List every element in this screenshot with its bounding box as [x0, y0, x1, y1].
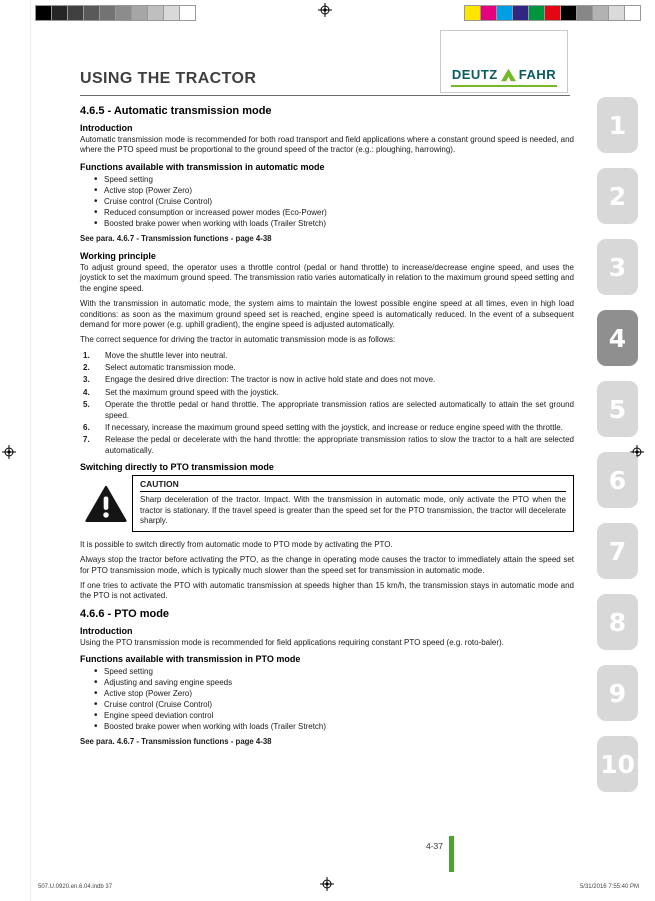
section-heading-466: 4.6.6 - PTO mode: [80, 607, 170, 620]
grayscale-swatch: [147, 5, 164, 21]
paragraph: With the transmission in automatic mode, the system aims to maintain the lowest possible engine speed at all times, even in high load conditions: as soon as the maximum ground speed set is reached, engine speed is automatically reduced. In the event of a subsequent demand for more power (e.g. uphill gradient), the engine speed is adjusted automatically.: [80, 299, 574, 329]
paragraph: To adjust ground speed, the operator uses a throttle control (pedal or hand throttle) to increase/decrease engine speed, and uses the joystick to set the maximum ground speed. The transmission ratio varies automatically in relation to the maximum ground speed setting and the engine speed.: [80, 262, 574, 293]
registration-mark-icon: [318, 3, 332, 17]
grayscale-swatch: [35, 5, 52, 21]
logo-emblem-icon: [501, 68, 516, 82]
imprint-timestamp: 5/31/2016 7:55:40 PM: [579, 884, 639, 890]
page-spine-line: [30, 0, 31, 901]
bullet-item: • Boosted brake power when working with loads (Trailer Stretch): [80, 218, 574, 229]
step-item: [80, 400, 574, 421]
color-swatch: [464, 5, 481, 21]
paragraph: Automatic transmission mode is recommended for both road transport and field applications where a constant ground speed is needed, and where the PTO speed must be proportional to the ground speed of the tractor (e.g.: ploughing, harrowing).: [80, 135, 574, 155]
registration-mark-icon: [2, 445, 16, 459]
registration-mark-icon: [320, 877, 334, 891]
color-swatch: [624, 5, 641, 21]
step-number: 5.: [83, 400, 90, 410]
section-heading-465: 4.6.5 - Automatic transmission mode: [80, 105, 272, 117]
bullet-item: • Reduced consumption or increased power modes (Eco-Power): [80, 207, 574, 218]
logo-text-deutz: DEUTZ: [451, 67, 498, 82]
bullet-item: • Speed setting: [80, 174, 574, 185]
step-text: Engage the desired drive direction: The tractor is now in active hold state and does not move.: [105, 375, 436, 385]
bullet-item: • Cruise control (Cruise Control): [80, 196, 574, 207]
caution-body: [132, 475, 574, 532]
deutz-fahr-logo: [440, 30, 568, 93]
chapter-tab-1: 1: [597, 97, 638, 153]
chapter-tab-10: 10: [597, 736, 638, 792]
step-number: 3.: [83, 375, 90, 385]
logo-underline: [451, 85, 557, 87]
step-text: Set the maximum ground speed with the joystick.: [105, 387, 279, 397]
page-number: 4-37: [425, 841, 443, 851]
color-swatch: [608, 5, 625, 21]
warning-icon: [85, 485, 127, 523]
bullet-item: • Speed setting: [80, 666, 574, 677]
color-swatch: [576, 5, 593, 21]
bullet-item: • Adjusting and saving engine speeds: [80, 677, 574, 688]
chapter-tab-7: 7: [597, 523, 638, 579]
paragraph: Always stop the tractor before activating the PTO, as the change in operating mode causes the tractor to immediately attain the speed set for PTO transmission mode, which is typically much slower than the speed set for transmission in automatic mode.: [80, 555, 574, 575]
color-swatch: [544, 5, 561, 21]
introduction-heading-pto: Introduction: [80, 625, 133, 636]
color-swatch: [512, 5, 529, 21]
working-principle-heading: Working principle: [80, 250, 156, 261]
color-swatch: [480, 5, 497, 21]
chapter-tab-4-active: 4: [597, 310, 638, 366]
bullet-item: • Cruise control (Cruise Control): [80, 699, 574, 710]
grayscale-swatch: [51, 5, 68, 21]
paragraph: Using the PTO transmission mode is recommended for field applications requiring constant PTO speed (e.g. roto-baler).: [80, 637, 504, 647]
paragraph: The correct sequence for driving the tractor in automatic transmission mode is as follows:: [80, 335, 396, 345]
grayscale-swatch: [83, 5, 100, 21]
step-text: Select automatic transmission mode.: [105, 363, 236, 373]
footer-accent-bar: [449, 836, 454, 872]
functions-pto-heading: Functions available with transmission in PTO mode: [80, 654, 301, 665]
paragraph: It is possible to switch directly from automatic mode to PTO mode by activating the PTO.: [80, 539, 393, 549]
paragraph: If one tries to activate the PTO with automatic transmission at speeds higher than 15 km/h, the transmission stays in automatic mode and the PTO is not activated.: [80, 581, 574, 601]
chapter-tab-strip: [597, 97, 638, 792]
logo-text-fahr: FAHR: [518, 67, 557, 82]
introduction-heading: Introduction: [80, 123, 133, 133]
caution-text: Sharp deceleration of the tractor. Impact. With the transmission in automatic mode, only activate the PTO when the tractor is stationary. If the travel speed is greater than the speed set for the PTO transmission, the tractor will decelerate sharply.: [140, 495, 566, 526]
chapter-tab-2: 2: [597, 168, 638, 224]
page-title: USING THE TRACTOR: [80, 70, 257, 87]
chapter-tab-5: 5: [597, 381, 638, 437]
grayscale-swatch: [99, 5, 116, 21]
step-number: 1.: [83, 350, 90, 360]
color-swatch: [528, 5, 545, 21]
functions-auto-heading: Functions available with transmission in automatic mode: [80, 161, 325, 172]
step-item: [80, 423, 574, 433]
step-item: [80, 351, 574, 361]
bullet-item: • Active stop (Power Zero): [80, 185, 574, 196]
grayscale-swatch: [179, 5, 196, 21]
chapter-tab-6: 6: [597, 452, 638, 508]
color-swatch: [560, 5, 577, 21]
step-text: Release the pedal or decelerate with the hand throttle: the appropriate transmission ratios to slow the tractor to a halt are selected automatically.: [105, 435, 574, 455]
bullet-item: • Boosted brake power when working with loads (Trailer Stretch): [80, 721, 574, 732]
step-text: If necessary, increase the maximum ground speed setting with the joystick, and increase or reduce engine speed with the throttle.: [105, 423, 563, 433]
step-item: [80, 363, 574, 373]
see-para-reference: See para. 4.6.7 - Transmission functions - page 4-38: [80, 233, 272, 243]
caution-icon-cell: [80, 475, 132, 532]
bullet-item: • Engine speed deviation control: [80, 710, 574, 721]
switching-heading: Switching directly to PTO transmission mode: [80, 462, 274, 473]
chapter-tab-3: 3: [597, 239, 638, 295]
grayscale-calibration-bar: [35, 5, 195, 21]
step-number: 6.: [83, 423, 90, 433]
grayscale-swatch: [163, 5, 180, 21]
color-swatch: [592, 5, 609, 21]
caution-box: [80, 475, 574, 532]
color-calibration-bar: [464, 5, 640, 21]
color-swatch: [496, 5, 513, 21]
chapter-tab-9: 9: [597, 665, 638, 721]
step-text: Move the shuttle lever into neutral.: [105, 350, 228, 360]
functions-pto-list: [80, 666, 574, 732]
bullet-item: • Active stop (Power Zero): [80, 688, 574, 699]
functions-auto-list: [80, 174, 574, 229]
step-item: [80, 435, 574, 456]
grayscale-swatch: [67, 5, 84, 21]
title-rule: [80, 95, 570, 96]
step-item: [80, 388, 574, 398]
step-item: [80, 375, 574, 385]
grayscale-swatch: [131, 5, 148, 21]
see-para-reference: See para. 4.6.7 - Transmission functions - page 4-38: [80, 737, 272, 747]
step-number: 2.: [83, 363, 90, 373]
step-text: Operate the throttle pedal or hand throttle. The appropriate transmission ratios are selected automatically to attain the set ground speed.: [105, 400, 574, 420]
grayscale-swatch: [115, 5, 132, 21]
step-number: 4.: [83, 387, 90, 397]
content-column: [80, 99, 574, 754]
step-number: 7.: [83, 435, 90, 445]
imprint-filename: 507.U.0920.en.6.04.indb 37: [38, 884, 113, 890]
driving-sequence-list: [80, 351, 574, 457]
chapter-tab-8: 8: [597, 594, 638, 650]
caution-title: CAUTION: [140, 479, 566, 492]
